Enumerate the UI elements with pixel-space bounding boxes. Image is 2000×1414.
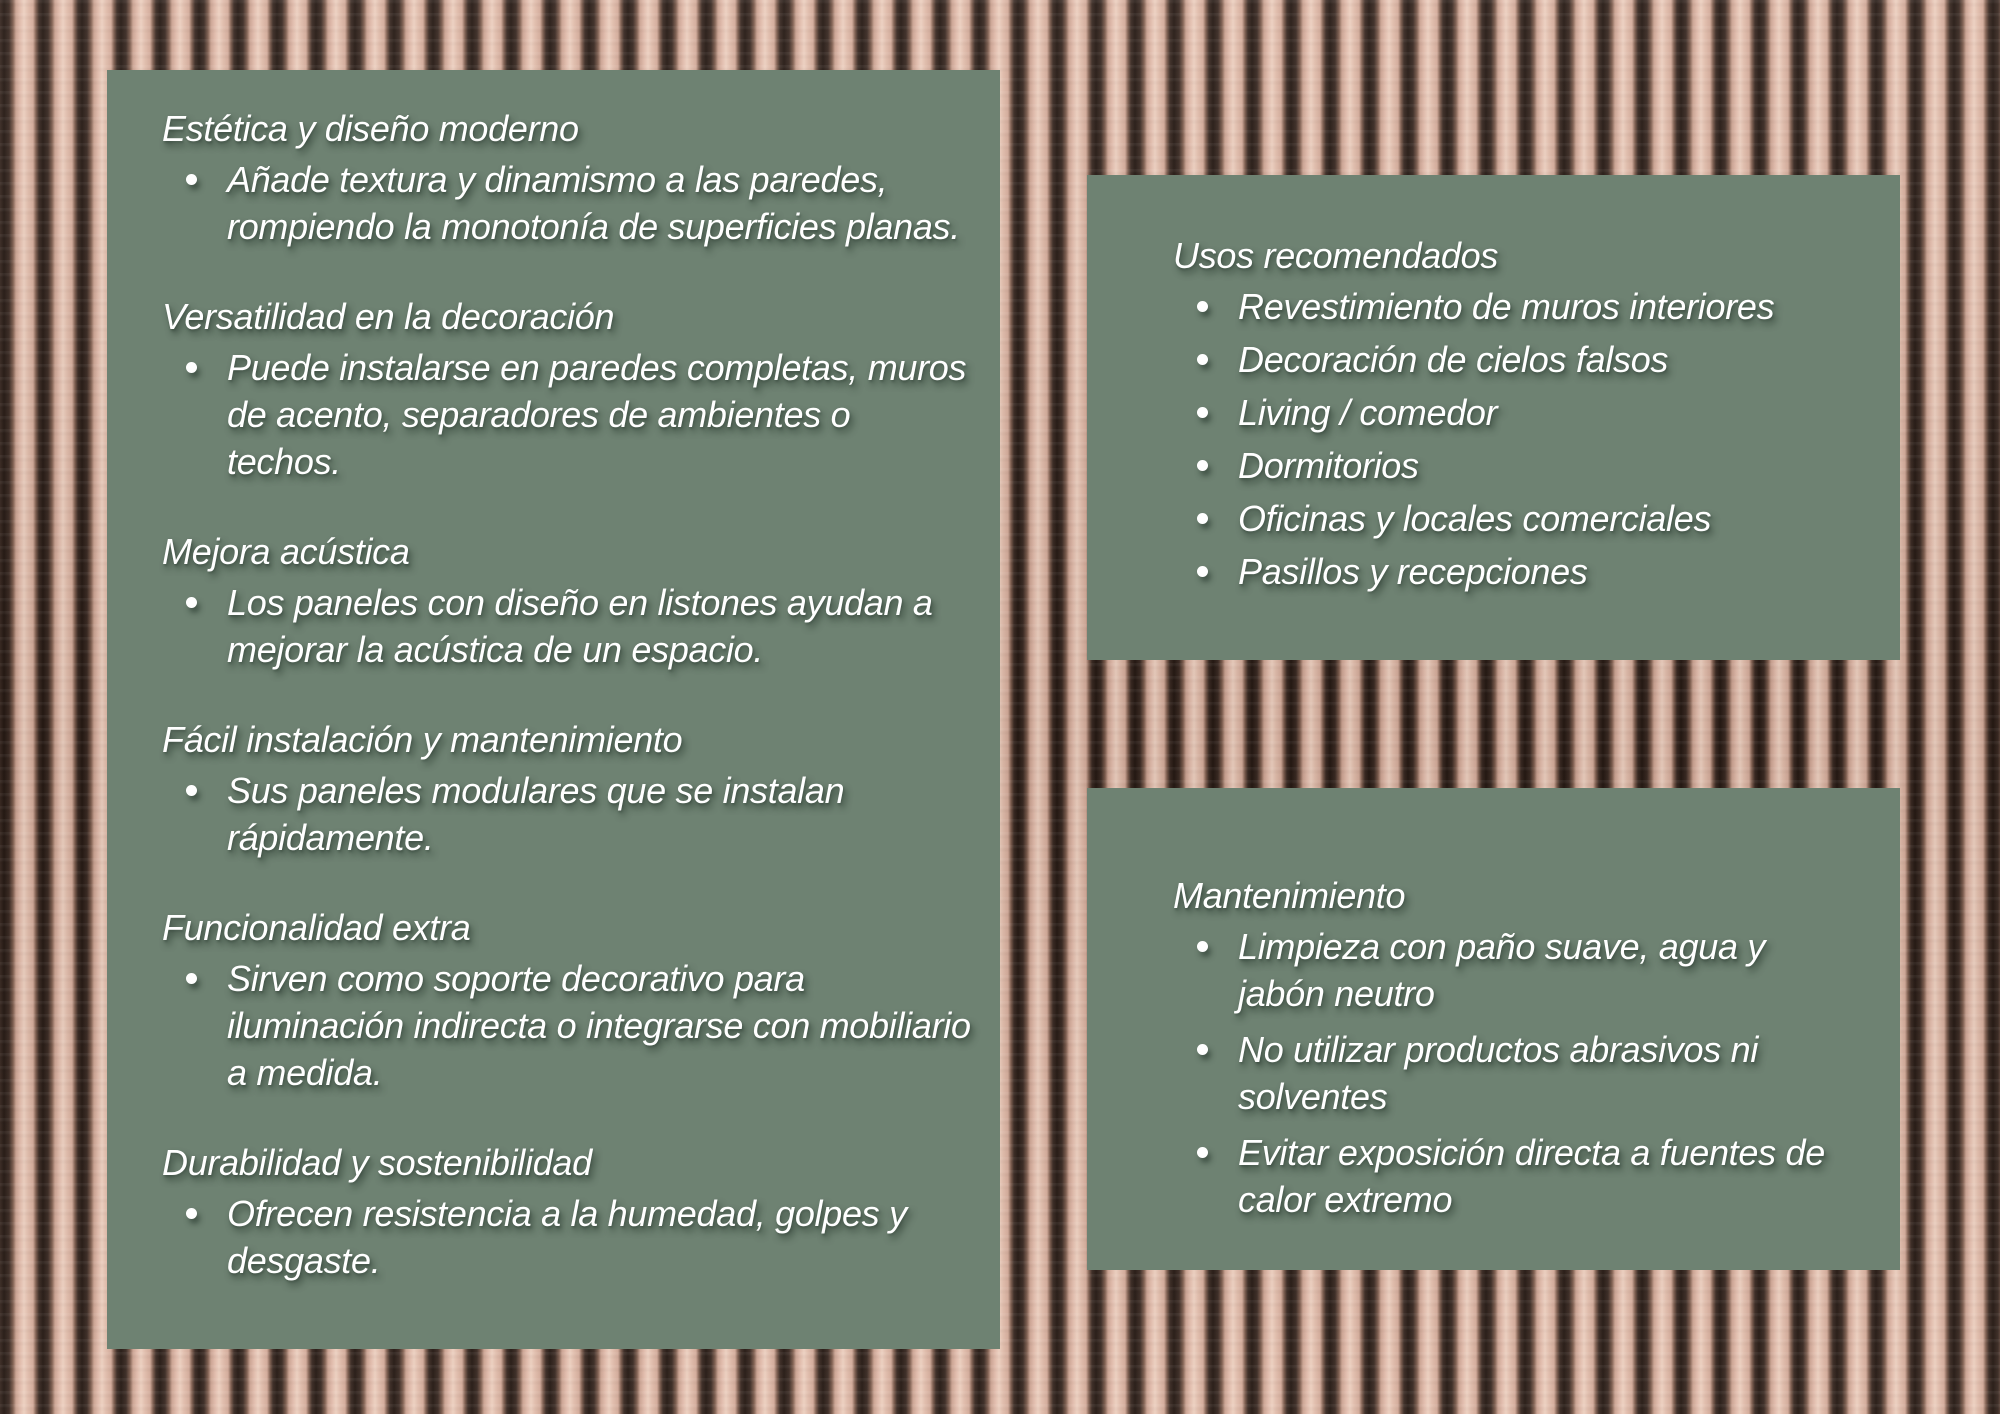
content-section	[162, 904, 972, 1096]
bullet-item: Pasillos y recepciones	[1173, 548, 1845, 595]
content-section	[1173, 872, 1845, 1223]
section-heading: Mejora acústica	[162, 531, 410, 572]
bullet-list	[162, 1190, 972, 1284]
section-heading: Durabilidad y sostenibilidad	[162, 1142, 592, 1183]
content-section	[162, 1139, 972, 1284]
content-section	[162, 528, 972, 673]
content-section	[162, 716, 972, 861]
bullet-item: Evitar exposición directa a fuentes de calor extremo	[1173, 1129, 1845, 1223]
bullet-item: Añade textura y dinamismo a las paredes, rompiendo la monotonía de superficies planas.	[162, 156, 972, 250]
bullet-item: Living / comedor	[1173, 389, 1845, 436]
bullet-item: Los paneles con diseño en listones ayudan a mejorar la acústica de un espacio.	[162, 579, 972, 673]
bullet-item: Sirven como soporte decorativo para iluminación indirecta o integrarse con mobiliario a medida.	[162, 955, 972, 1096]
content-section	[1173, 232, 1845, 595]
bullet-list	[1173, 283, 1845, 595]
section-heading: Versatilidad en la decoración	[162, 296, 615, 337]
recommended-uses-panel	[1087, 175, 1900, 660]
maintenance-panel	[1087, 788, 1900, 1270]
bullet-list	[1173, 923, 1845, 1223]
bullet-item: No utilizar productos abrasivos ni solventes	[1173, 1026, 1845, 1120]
content-section	[162, 293, 972, 485]
bullet-item: Sus paneles modulares que se instalan rápidamente.	[162, 767, 972, 861]
bullet-item: Dormitorios	[1173, 442, 1845, 489]
bullet-item: Revestimiento de muros interiores	[1173, 283, 1845, 330]
section-heading: Funcionalidad extra	[162, 907, 471, 948]
bullet-list	[162, 767, 972, 861]
bullet-item: Puede instalarse en paredes completas, muros de acento, separadores de ambientes o techos.	[162, 344, 972, 485]
bullet-list	[162, 955, 972, 1096]
content-section	[162, 105, 972, 250]
bullet-item: Limpieza con paño suave, agua y jabón neutro	[1173, 923, 1845, 1017]
section-heading: Estética y diseño moderno	[162, 108, 579, 149]
section-heading: Fácil instalación y mantenimiento	[162, 719, 683, 760]
bullet-list	[162, 156, 972, 250]
bullet-list	[162, 344, 972, 485]
section-heading: Mantenimiento	[1173, 875, 1406, 916]
benefits-panel	[107, 70, 1000, 1349]
section-heading: Usos recomendados	[1173, 235, 1499, 276]
bullet-item: Ofrecen resistencia a la humedad, golpes y desgaste.	[162, 1190, 972, 1284]
bullet-item: Decoración de cielos falsos	[1173, 336, 1845, 383]
bullet-item: Oficinas y locales comerciales	[1173, 495, 1845, 542]
bullet-list	[162, 579, 972, 673]
